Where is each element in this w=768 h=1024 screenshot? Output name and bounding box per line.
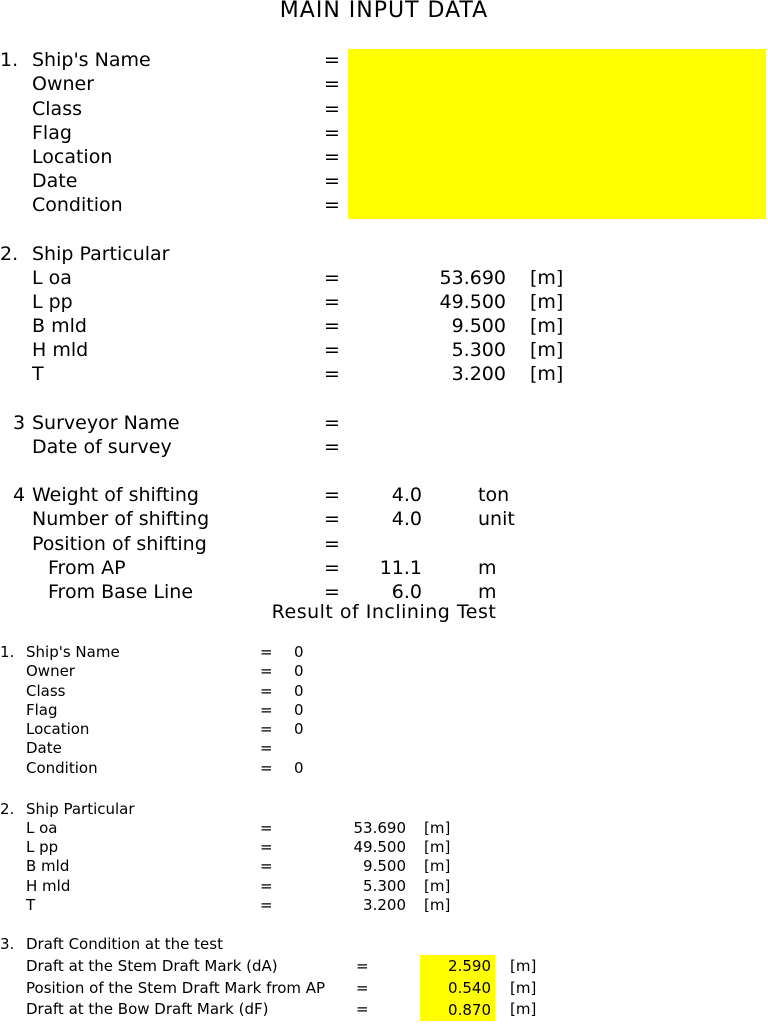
result-t-label: T xyxy=(26,896,36,914)
result-flag-value: 0 xyxy=(294,701,304,719)
from-base-line-label: From Base Line xyxy=(48,581,194,603)
from-ap-value: 11.1 xyxy=(379,557,422,579)
weight-of-shifting-value: 4.0 xyxy=(391,484,422,506)
result-class-equals: = xyxy=(260,682,273,700)
surveyor-name-label: Surveyor Name xyxy=(32,412,180,434)
bmld-unit: [m] xyxy=(530,315,564,337)
section-4-number: 4 xyxy=(13,484,26,506)
stem-mark-position-equals: = xyxy=(356,979,369,997)
hmld-label: H mld xyxy=(32,339,89,361)
loa-unit: [m] xyxy=(530,267,564,289)
result-bmld-unit: [m] xyxy=(424,857,451,875)
main-title: MAIN INPUT DATA xyxy=(279,0,489,23)
number-of-shifting-value: 4.0 xyxy=(391,508,422,530)
from-base-line-equals: = xyxy=(324,581,340,603)
result-hmld-unit: [m] xyxy=(424,877,451,895)
result-class-value: 0 xyxy=(294,682,304,700)
t-label: T xyxy=(32,363,44,385)
lpp-value: 49.500 xyxy=(439,291,506,313)
section-3-number: 3 xyxy=(13,412,26,434)
result-lpp-label: L pp xyxy=(26,838,59,856)
date-of-survey-equals: = xyxy=(324,436,340,458)
draft-bow-equals: = xyxy=(356,1000,369,1018)
draft-stem-label: Draft at the Stem Draft Mark (dA) xyxy=(26,957,278,975)
number-of-shifting-unit: unit xyxy=(478,508,515,530)
result-loa-equals: = xyxy=(260,819,273,837)
result-lpp-value: 49.500 xyxy=(353,838,406,856)
result-loa-unit: [m] xyxy=(424,819,451,837)
result-owner-equals: = xyxy=(260,662,273,680)
draft-bow-unit: [m] xyxy=(510,1000,537,1018)
result-section-1-number: 1. xyxy=(0,643,15,661)
loa-equals: = xyxy=(324,267,340,289)
result-condition-equals: = xyxy=(260,759,273,777)
number-of-shifting-label: Number of shifting xyxy=(32,508,210,530)
result-ship-name-value: 0 xyxy=(294,643,304,661)
result-bmld-equals: = xyxy=(260,857,273,875)
t-unit: [m] xyxy=(530,363,564,385)
result-location-label: Location xyxy=(26,720,90,738)
from-ap-unit: m xyxy=(478,557,497,579)
weight-of-shifting-equals: = xyxy=(324,484,340,506)
result-class-label: Class xyxy=(26,682,66,700)
class-equals: = xyxy=(324,98,340,120)
bmld-value: 9.500 xyxy=(451,315,506,337)
result-condition-value: 0 xyxy=(294,759,304,777)
date-equals: = xyxy=(324,170,340,192)
location-equals: = xyxy=(324,146,340,168)
result-ship-name-equals: = xyxy=(260,643,273,661)
t-value: 3.200 xyxy=(451,363,506,385)
result-ship-name-label: Ship's Name xyxy=(26,643,120,661)
loa-value: 53.690 xyxy=(439,267,506,289)
surveyor-name-equals: = xyxy=(324,412,340,434)
result-date-equals: = xyxy=(260,739,273,757)
ship-particular-heading: Ship Particular xyxy=(32,243,170,265)
result-loa-value: 53.690 xyxy=(353,819,406,837)
result-t-equals: = xyxy=(260,896,273,914)
draft-stem-unit: [m] xyxy=(510,957,537,975)
owner-label: Owner xyxy=(32,73,95,95)
result-bmld-value: 9.500 xyxy=(363,857,406,875)
result-location-equals: = xyxy=(260,720,273,738)
draft-stem-equals: = xyxy=(356,957,369,975)
draft-condition-heading: Draft Condition at the test xyxy=(26,935,223,953)
result-hmld-equals: = xyxy=(260,877,273,895)
owner-equals: = xyxy=(324,73,340,95)
result-condition-label: Condition xyxy=(26,759,98,777)
bmld-label: B mld xyxy=(32,315,87,337)
result-location-value: 0 xyxy=(294,720,304,738)
stem-mark-position-unit: [m] xyxy=(510,979,537,997)
result-flag-label: Flag xyxy=(26,701,58,719)
t-equals: = xyxy=(324,363,340,385)
class-label: Class xyxy=(32,98,82,120)
draft-stem-value[interactable]: 2.590 xyxy=(420,955,495,977)
ship-info-input-area[interactable] xyxy=(348,49,766,219)
hmld-value: 5.300 xyxy=(451,339,506,361)
hmld-equals: = xyxy=(324,339,340,361)
position-of-shifting-label: Position of shifting xyxy=(32,533,207,555)
lpp-unit: [m] xyxy=(530,291,564,313)
result-bmld-label: B mld xyxy=(26,857,70,875)
loa-label: L oa xyxy=(32,267,72,289)
lpp-equals: = xyxy=(324,291,340,313)
result-section-2-number: 2. xyxy=(0,800,15,818)
result-owner-label: Owner xyxy=(26,662,75,680)
result-t-unit: [m] xyxy=(424,896,451,914)
result-ship-particular-heading: Ship Particular xyxy=(26,800,135,818)
result-hmld-label: H mld xyxy=(26,877,71,895)
weight-of-shifting-label: Weight of shifting xyxy=(32,484,199,506)
result-lpp-equals: = xyxy=(260,838,273,856)
condition-equals: = xyxy=(324,194,340,216)
lpp-label: L pp xyxy=(32,291,73,313)
ship-name-equals: = xyxy=(324,49,340,71)
position-of-shifting-equals: = xyxy=(324,533,340,555)
flag-equals: = xyxy=(324,122,340,144)
hmld-unit: [m] xyxy=(530,339,564,361)
section-1-number: 1. xyxy=(0,49,19,71)
result-flag-equals: = xyxy=(260,701,273,719)
bmld-equals: = xyxy=(324,315,340,337)
flag-label: Flag xyxy=(32,122,72,144)
from-base-line-unit: m xyxy=(478,581,497,603)
result-owner-value: 0 xyxy=(294,662,304,680)
result-t-value: 3.200 xyxy=(363,896,406,914)
section-2-number: 2. xyxy=(0,243,19,265)
result-title: Result of Inclining Test xyxy=(271,601,497,623)
result-lpp-unit: [m] xyxy=(424,838,451,856)
result-section-3-number: 3. xyxy=(0,935,15,953)
result-date-label: Date xyxy=(26,739,62,757)
condition-label: Condition xyxy=(32,194,123,216)
from-ap-equals: = xyxy=(324,557,340,579)
ship-name-label: Ship's Name xyxy=(32,49,151,71)
result-hmld-value: 5.300 xyxy=(363,877,406,895)
weight-of-shifting-unit: ton xyxy=(478,484,510,506)
draft-bow-label: Draft at the Bow Draft Mark (dF) xyxy=(26,1000,269,1018)
date-of-survey-label: Date of survey xyxy=(32,436,172,458)
draft-bow-value[interactable]: 0.870 xyxy=(420,999,495,1021)
from-base-line-value: 6.0 xyxy=(391,581,422,603)
number-of-shifting-equals: = xyxy=(324,508,340,530)
from-ap-label: From AP xyxy=(48,557,126,579)
result-loa-label: L oa xyxy=(26,819,58,837)
stem-mark-position-value[interactable]: 0.540 xyxy=(420,977,495,999)
stem-mark-position-label: Position of the Stem Draft Mark from AP xyxy=(26,979,326,997)
location-label: Location xyxy=(32,146,113,168)
date-label: Date xyxy=(32,170,78,192)
